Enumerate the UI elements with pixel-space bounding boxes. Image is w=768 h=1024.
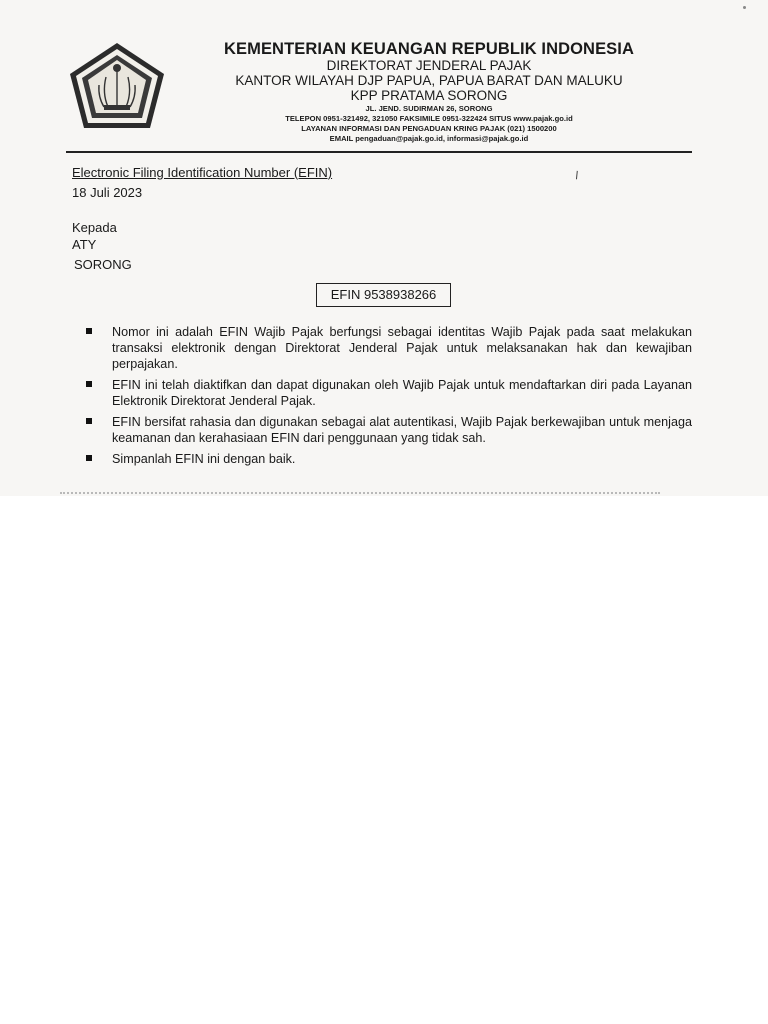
header-divider (66, 151, 692, 153)
note-text: Nomor ini adalah EFIN Wajib Pajak berfungsi sebagai identitas Wajib Pajak pada saat melakukan transaksi elektronik dengan Direktorat Jenderal Pajak untuk melaksanakan hak dan kewajiban perpajakan. (112, 325, 692, 371)
list-item (86, 451, 692, 467)
recipient-city: SORONG (74, 257, 132, 272)
scan-speck (743, 6, 746, 9)
list-item (86, 414, 692, 446)
scan-edge (60, 492, 660, 497)
salutation: Kepada (72, 220, 117, 235)
office-email: EMAIL pengaduan@pajak.go.id, informasi@pajak.go.id (329, 134, 529, 143)
note-text: Simpanlah EFIN ini dengan baik. (112, 452, 296, 466)
note-text: EFIN ini telah diaktifkan dan dapat digunakan oleh Wajib Pajak untuk mendaftarkan diri pada Layanan Elektronik Direktorat Jenderal Pajak. (112, 378, 692, 408)
bullet-icon (86, 418, 92, 424)
list-item (86, 324, 692, 372)
tax-office-name: KPP PRATAMA SORONG (350, 88, 508, 103)
bullet-icon (86, 455, 92, 461)
service-hotline: LAYANAN INFORMASI DAN PENGADUAN KRING PAJAK (021) 1500200 (301, 124, 557, 133)
recipient-name: ATY (72, 237, 97, 252)
efin-number-box: EFIN 9538938266 (316, 283, 451, 307)
bullet-icon (86, 381, 92, 387)
ministry-name: KEMENTERIAN KEUANGAN REPUBLIK INDONESIA (223, 40, 634, 58)
regional-office-name: KANTOR WILAYAH DJP PAPUA, PAPUA BARAT DAN MALUKU (235, 73, 623, 88)
list-item (86, 377, 692, 409)
directorate-name: DIREKTORAT JENDERAL PAJAK (326, 58, 532, 73)
note-text: EFIN bersifat rahasia dan digunakan sebagai alat autentikasi, Wajib Pajak berkewajiban untuk menjaga keamanan dan kerahasiaan EFIN dari penggunaan yang tidak sah. (112, 415, 692, 445)
office-address: JL. JEND. SUDIRMAN 26, SORONG (365, 104, 493, 113)
pen-mark: \ (573, 169, 581, 183)
document-date: 18 Juli 2023 (72, 185, 143, 200)
document-title: Electronic Filing Identification Number (EFIN) (72, 165, 333, 180)
office-contact: TELEPON 0951-321492, 321050 FAKSIMILE 0951-322424 SITUS www.pajak.go.id (285, 114, 573, 123)
bullet-icon (86, 328, 92, 334)
notes-list (86, 324, 692, 472)
